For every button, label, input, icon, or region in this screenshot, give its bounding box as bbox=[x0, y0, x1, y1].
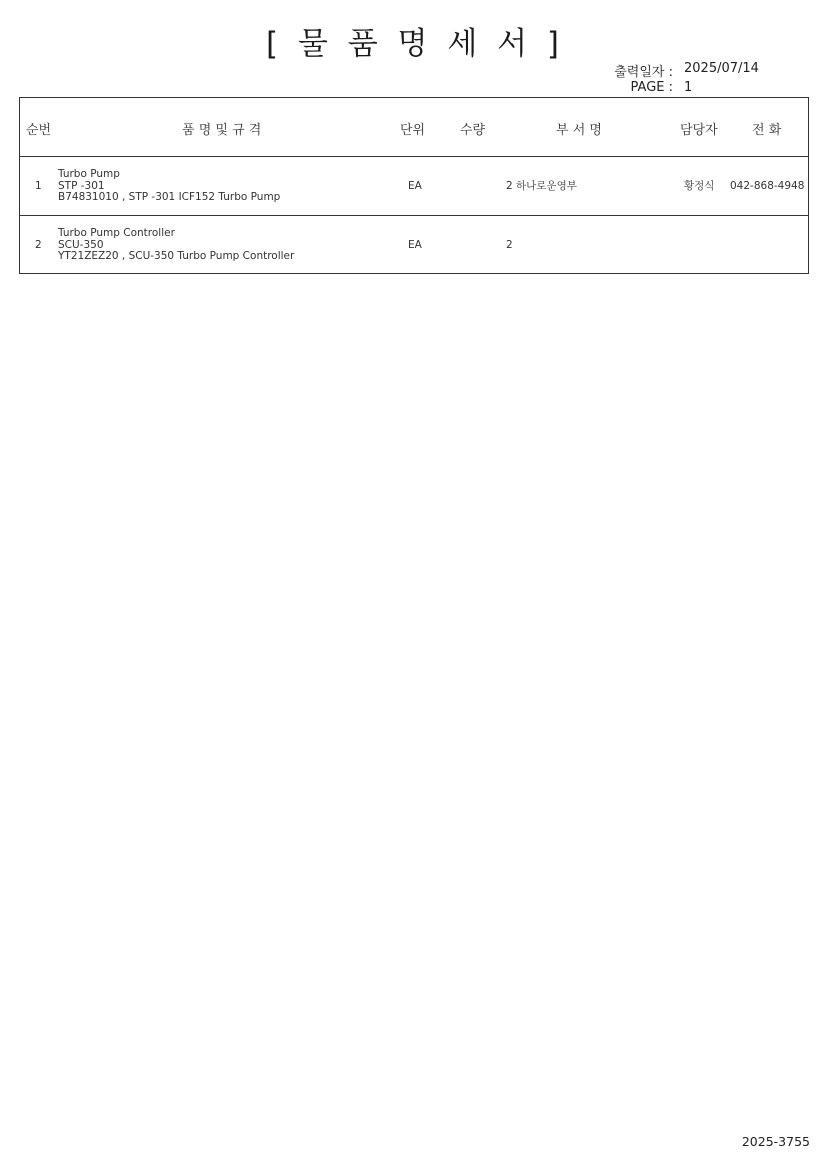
header-manager: 담당자 bbox=[680, 123, 718, 138]
row2-unit: EA bbox=[408, 239, 422, 251]
header-name-spec: 품 명 및 규 격 bbox=[182, 123, 262, 138]
row1-item-spec: B74831010 , STP -301 ICF152 Turbo Pump bbox=[58, 191, 281, 203]
header-unit: 단위 bbox=[400, 123, 426, 138]
header-qty: 수량 bbox=[460, 123, 486, 138]
row1-department: 하나로운영부 bbox=[516, 180, 577, 192]
row1-no: 1 bbox=[35, 180, 42, 192]
header-department: 부 서 명 bbox=[556, 123, 602, 138]
row1-phone: 042-868-4948 bbox=[730, 180, 805, 192]
page-number: 1 bbox=[684, 80, 693, 95]
row-divider bbox=[19, 215, 809, 216]
header-divider bbox=[19, 156, 809, 157]
document-number: 2025-3755 bbox=[741, 1134, 810, 1149]
page-label: PAGE : bbox=[630, 80, 673, 95]
row1-item-name: Turbo Pump bbox=[58, 168, 120, 180]
document-title: [ 물 품 명 세 서 ] bbox=[265, 26, 562, 62]
row2-description bbox=[58, 228, 294, 263]
header-no: 순번 bbox=[26, 123, 52, 138]
row2-item-spec: YT21ZEZ20 , SCU-350 Turbo Pump Controller bbox=[58, 250, 295, 262]
row1-qty: 2 bbox=[506, 180, 513, 192]
print-date-label: 출력일자 : bbox=[614, 65, 673, 80]
row2-item-model: SCU-350 bbox=[58, 238, 104, 251]
row1-manager: 황정식 bbox=[684, 180, 715, 192]
print-date: 2025/07/14 bbox=[684, 61, 759, 76]
row2-no: 2 bbox=[35, 239, 42, 251]
row2-qty: 2 bbox=[506, 239, 513, 251]
row1-unit: EA bbox=[408, 180, 422, 192]
row2-item-name: Turbo Pump Controller bbox=[58, 227, 175, 239]
row1-description bbox=[58, 169, 280, 204]
header-phone: 전 화 bbox=[752, 123, 782, 138]
row1-item-model: STP -301 bbox=[58, 179, 105, 192]
